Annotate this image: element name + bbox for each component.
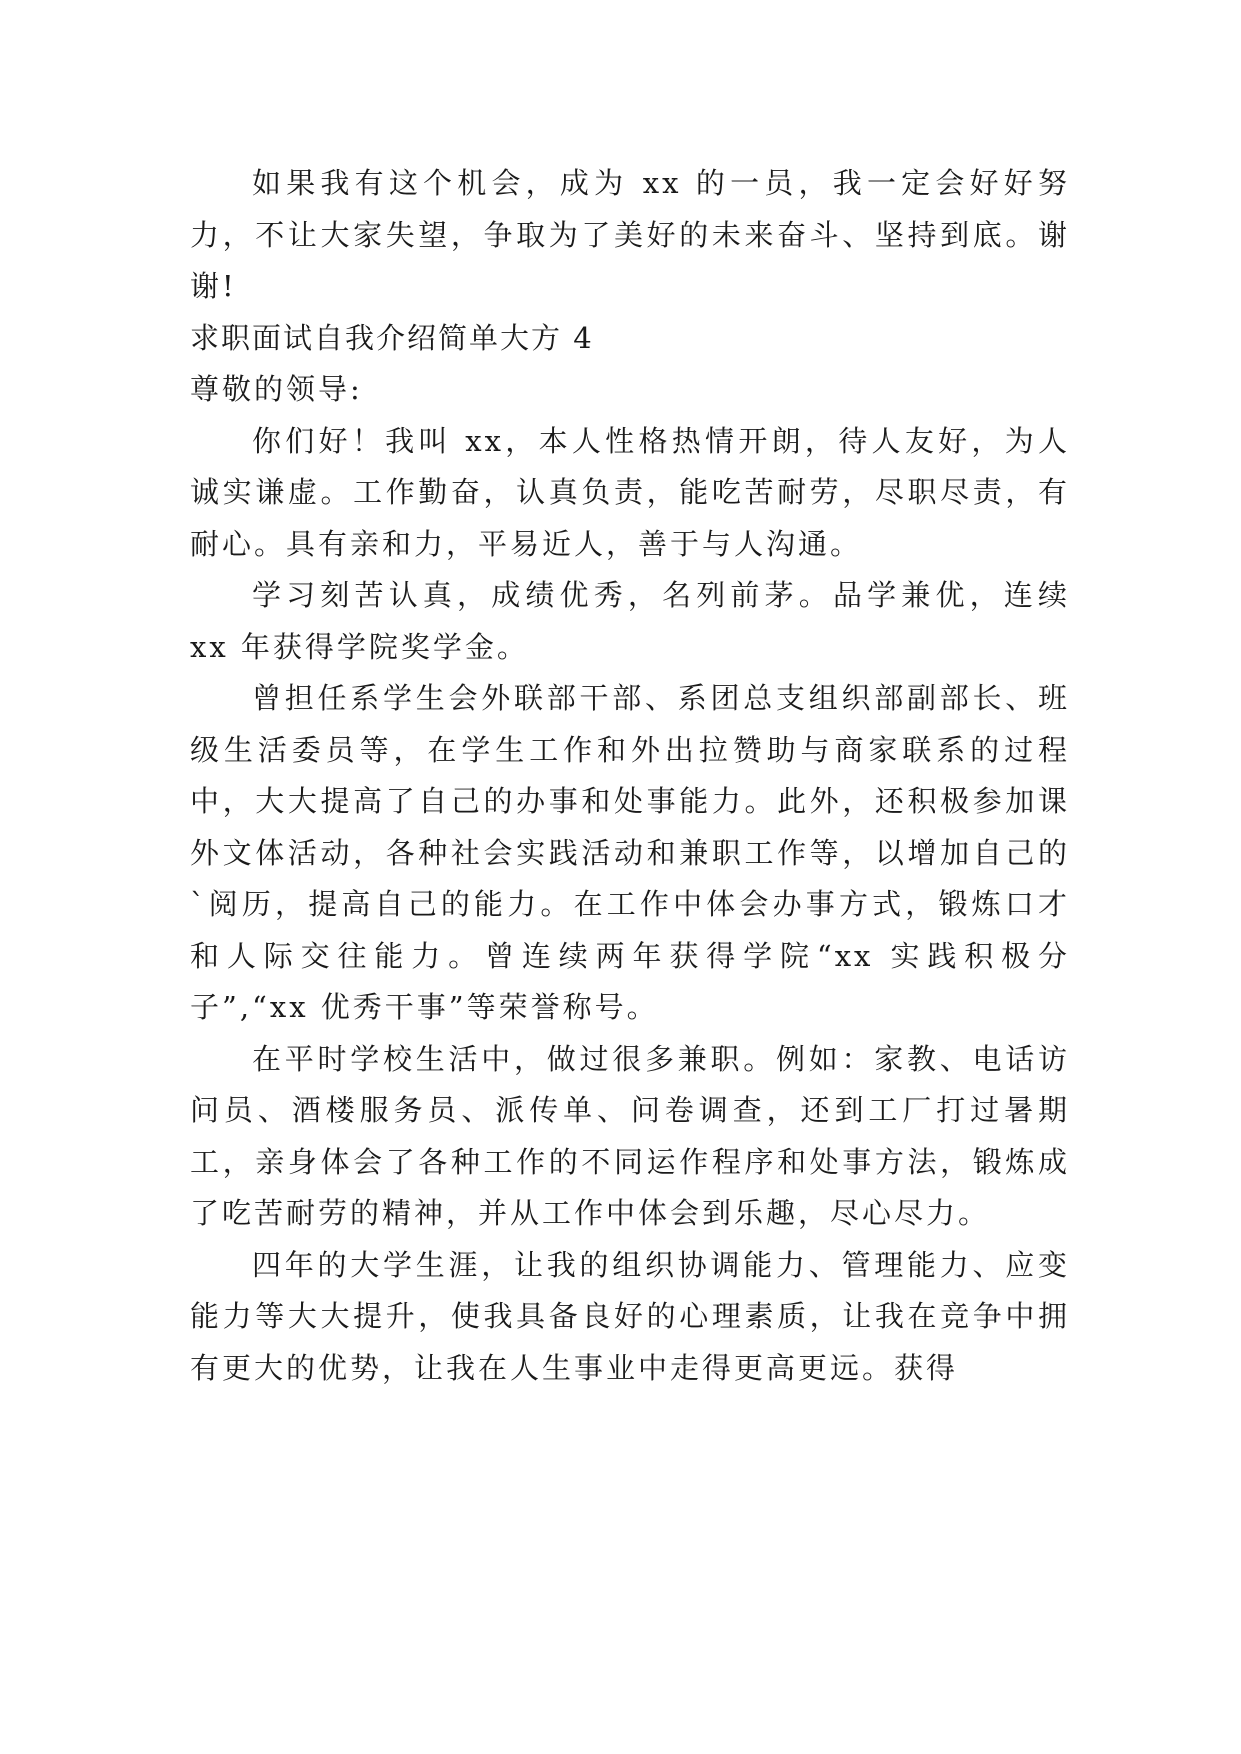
section-heading: 求职面试自我介绍简单大方 4 (190, 320, 594, 355)
study-paragraph: 学习刻苦认真，成绩优秀，名列前茅。品学兼优，连续 xx 年获得学院奖学金。 (190, 578, 1070, 664)
intro-paragraph: 你们好！我叫 xx，本人性格热情开朗，待人友好，为人诚实谦虚。工作勤奋，认真负责，能吃苦耐劳，尽职尽责，有耐心。具有亲和力，平易近人，善于与人沟通。 (190, 423, 1070, 561)
document-body (190, 158, 1070, 1394)
university-paragraph: 四年的大学生涯，让我的组织协调能力、管理能力、应变能力等大大提升，使我具备良好的心理素质，让我在竞争中拥有更大的优势，让我在人生事业中走得更高更远。获得 (190, 1247, 1070, 1385)
closing-paragraph: 如果我有这个机会，成为 xx 的一员，我一定会好好努力，不让大家失望，争取为了美好的未来奋斗、坚持到底。谢谢! (190, 166, 1070, 303)
salutation: 尊敬的领导: (190, 372, 363, 406)
experience-paragraph: 曾担任系学生会外联部干部、系团总支组织部副部长、班级生活委员等，在学生工作和外出拉赞助与商家联系的过程中，大大提高了自己的办事和处事能力。此外，还积极参加课外文体活动，各种社会实践活动和兼职工作等，以增加自己的`阅历，提高自己的能力。在工作中体会办事方式，锻炼口才和人际交往能力。曾连续两年获得学院“xx 实践积极分子”,“xx 优秀干事”等荣誉称号。 (190, 681, 1070, 1024)
parttime-paragraph: 在平时学校生活中，做过很多兼职。例如：家教、电话访问员、酒楼服务员、派传单、问卷调查，还到工厂打过暑期工，亲身体会了各种工作的不同运作程序和处事方法，锻炼成了吃苦耐劳的精神，并从工作中体会到乐趣，尽心尽力。 (190, 1041, 1070, 1230)
